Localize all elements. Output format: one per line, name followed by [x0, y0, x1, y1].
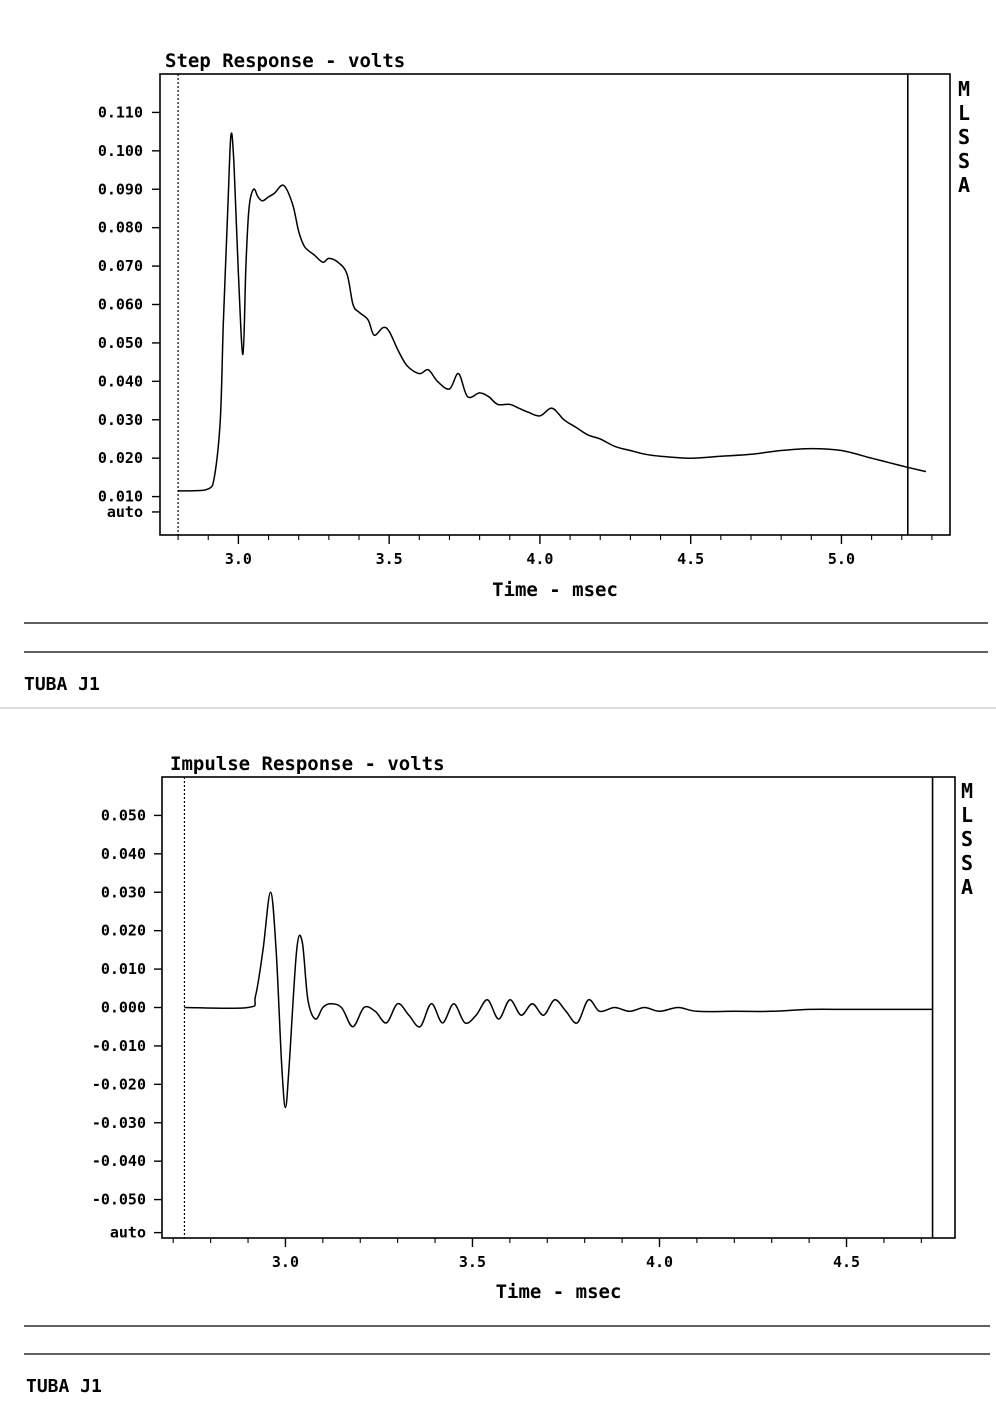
y-tick-label: auto	[109, 1223, 146, 1242]
y-tick-label: 0.010	[100, 960, 146, 979]
y-tick-label: 0.000	[100, 998, 146, 1017]
side-label	[958, 77, 970, 197]
y-tick-label: 0.080	[97, 218, 143, 237]
y-tick-label: 0.040	[100, 844, 146, 863]
x-tick-label: 3.0	[271, 1253, 299, 1271]
y-tick-label: 0.050	[100, 806, 146, 825]
y-tick-label: 0.030	[97, 410, 143, 429]
side-label-letter: M	[957, 77, 971, 101]
side-label-letter: S	[957, 149, 971, 173]
side-label-letter: L	[960, 803, 974, 827]
x-axis-title: Time - msec	[495, 1281, 622, 1303]
impulse-response-chart	[26, 753, 973, 1397]
chart-title: Step Response - volts	[165, 50, 406, 72]
y-tick-label: 0.110	[97, 103, 143, 122]
y-tick-label: 0.060	[97, 295, 143, 314]
side-label-letter: S	[960, 827, 974, 851]
y-tick-label: 0.090	[97, 180, 143, 199]
x-tick-label: 3.0	[224, 550, 252, 568]
series-line	[178, 133, 926, 491]
x-tick-label: 4.0	[645, 1253, 674, 1271]
x-axis-title: Time - msec	[492, 579, 618, 601]
y-tick-label: 0.040	[97, 372, 143, 391]
side-label-letter: L	[957, 101, 971, 125]
x-tick-label: 5.0	[827, 550, 855, 568]
chart-title: Impulse Response - volts	[170, 753, 445, 775]
y-tick-label: -0.030	[91, 1113, 146, 1132]
step-response-chart	[24, 50, 970, 695]
chart-caption: TUBA J1	[24, 674, 100, 695]
y-tick-label: 0.070	[97, 257, 143, 276]
x-tick-label: 3.5	[458, 1253, 487, 1271]
y-tick-label: -0.050	[91, 1190, 146, 1209]
chart-caption: TUBA J1	[26, 1376, 102, 1397]
x-tick-label: 4.5	[832, 1253, 861, 1271]
side-label	[961, 779, 973, 899]
y-tick-label: auto	[106, 502, 143, 521]
y-tick-label: 0.050	[97, 333, 143, 352]
side-label-letter: A	[957, 173, 971, 197]
side-label-letter: S	[960, 851, 974, 875]
y-tick-label: 0.020	[97, 449, 143, 468]
series-line	[184, 892, 932, 1107]
plot-frame	[160, 74, 950, 535]
y-tick-label: -0.040	[91, 1152, 146, 1171]
x-tick-label: 3.5	[375, 550, 403, 568]
y-tick-label: 0.030	[100, 883, 146, 902]
y-tick-label: 0.020	[100, 921, 146, 940]
plot-frame	[162, 777, 955, 1238]
side-label-letter: M	[960, 779, 974, 803]
side-label-letter: A	[960, 875, 974, 899]
side-label-letter: S	[957, 125, 971, 149]
y-tick-label: 0.100	[97, 141, 143, 160]
x-tick-label: 4.5	[677, 550, 705, 568]
y-tick-label: -0.010	[91, 1036, 146, 1055]
x-tick-label: 4.0	[526, 550, 554, 568]
y-tick-label: 0.010	[97, 487, 143, 506]
y-tick-label: -0.020	[91, 1075, 146, 1094]
